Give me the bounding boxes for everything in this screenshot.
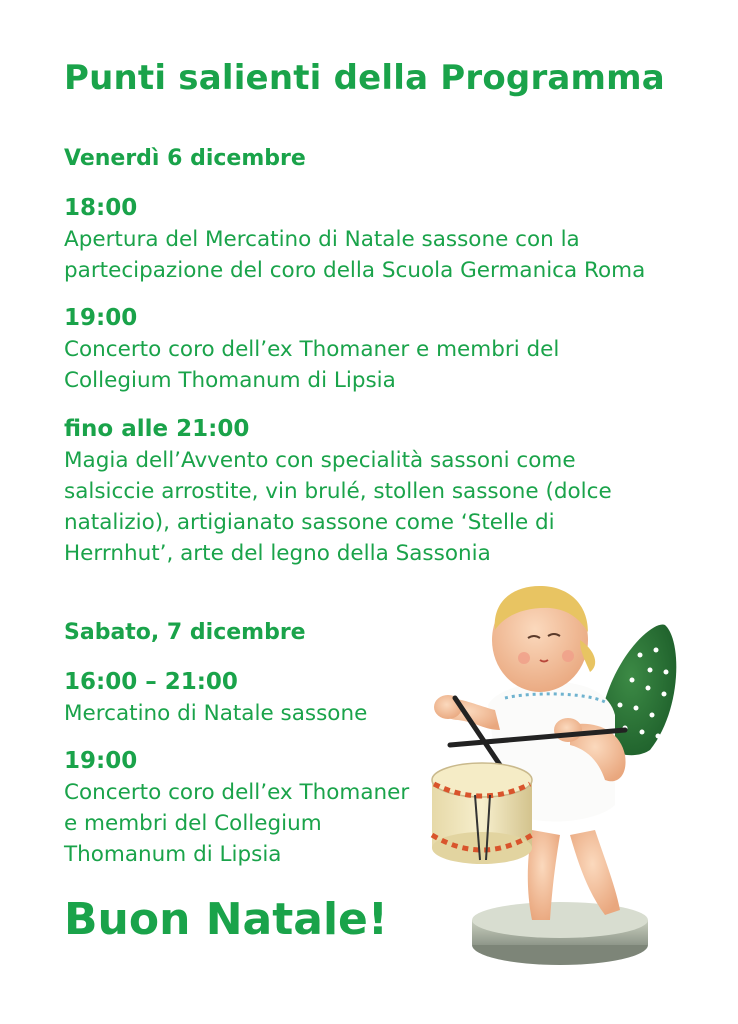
event-line: partecipazione del coro della Scuola Germanica Roma (64, 258, 646, 283)
event-time: 19:00 (64, 305, 138, 331)
event-line: natalizio), artigianato sassone come ‘Stelle di (64, 510, 555, 535)
day-heading-friday: Venerdì 6 dicembre (64, 146, 306, 171)
event-description (64, 777, 409, 870)
event-line: e membri del Collegium (64, 811, 322, 836)
angel-drummer-figurine-icon (420, 580, 690, 970)
event-line: Magia dell’Avvento con specialità sassoni come (64, 448, 576, 473)
event-line: Concerto coro dell’ex Thomaner e membri del (64, 337, 560, 362)
event-time: 18:00 (64, 195, 138, 221)
page-title: Punti salienti della Programma (64, 58, 665, 98)
closing-greeting: Buon Natale! (64, 894, 388, 945)
event-line: Mercatino di Natale sassone (64, 701, 368, 726)
day-heading-saturday: Sabato, 7 dicembre (64, 620, 306, 645)
event-line: Collegium Thomanum di Lipsia (64, 368, 396, 393)
event-description (64, 698, 367, 729)
event-line: Apertura del Mercatino di Natale sassone con la (64, 227, 580, 252)
event-time: 16:00 – 21:00 (64, 669, 238, 695)
event-time: 19:00 (64, 748, 138, 774)
event-line: Concerto coro dell’ex Thomaner (64, 780, 410, 805)
event-line: Thomanum di Lipsia (64, 842, 282, 867)
event-description (64, 334, 559, 396)
event-line: salsiccie arrostite, vin brulé, stollen sassone (dolce (64, 479, 612, 504)
event-description (64, 445, 612, 569)
event-line: Herrnhut’, arte del legno della Sassonia (64, 541, 491, 566)
event-description (64, 224, 645, 286)
event-time: fino alle 21:00 (64, 416, 250, 442)
